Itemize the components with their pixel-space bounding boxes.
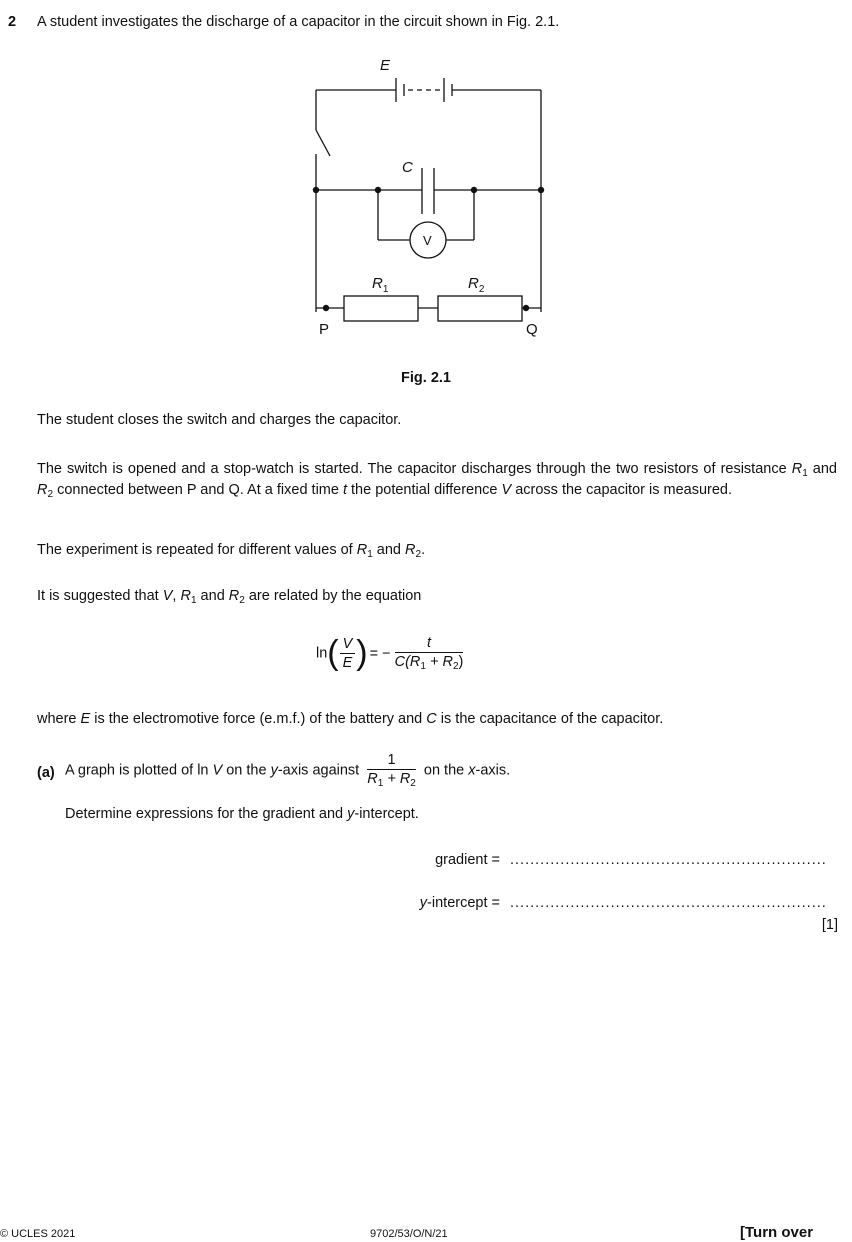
paragraph-charge: The student closes the switch and charges the capacitor. (37, 412, 402, 428)
resistor-r2 (438, 296, 522, 321)
paragraph-repeat: The experiment is repeated for different values of $R_1$ and $R_2$. (37, 542, 426, 560)
junction-dot (313, 187, 319, 193)
capacitor-label: C (402, 159, 413, 176)
footer-turn-over: [Turn over (740, 1224, 814, 1241)
marks-allocation: [1] (821, 917, 838, 933)
question-intro: A student investigates the discharge of a capacitor in the circuit shown in Fig. 2.1. (37, 14, 560, 30)
circuit-diagram (296, 44, 566, 344)
gradient-answer-line[interactable]: ............................................................... (510, 852, 827, 868)
switch-blade (316, 130, 330, 156)
r2-label: $R_2$ (468, 275, 485, 295)
discharge-equation: ln( $\frac{V}{E}$ ) = − $\frac{t}{C(R_1 + R_2)}$ (316, 634, 464, 672)
q-label: Q (526, 321, 538, 338)
battery-label: E (380, 57, 391, 74)
intercept-label: y-intercept = (419, 895, 500, 911)
question-number: 2 (8, 14, 17, 30)
junction-dot (471, 187, 477, 193)
part-a-statement: A graph is plotted of ln V on the y-axis against $\frac{1}{R_1 + R_2}$ on the x-axis. (65, 752, 511, 789)
terminal-q-dot (523, 305, 529, 311)
paragraph-where: where E is the electromotive force (e.m.f.) of the battery and C is the capacitance of the capacitor. (37, 711, 664, 727)
intercept-answer-line[interactable]: ............................................................... (510, 895, 827, 911)
junction-dot (538, 187, 544, 193)
footer-paper-code: 9702/53/O/N/21 (370, 1228, 448, 1240)
figure-caption: Fig. 2.1 (401, 370, 451, 386)
r1-label: $R_1$ (372, 275, 389, 295)
junction-dot (375, 187, 381, 193)
paragraph-suggest: It is suggested that V, $R_1$ and $R_2$ are related by the equation (37, 588, 422, 606)
voltmeter-label: V (423, 233, 432, 248)
footer-copyright: © UCLES 2021 (0, 1228, 76, 1240)
part-a-instruction: Determine expressions for the gradient and y-intercept. (65, 806, 419, 822)
part-a-label: (a) (37, 765, 55, 781)
resistor-r1 (344, 296, 418, 321)
paragraph-discharge: The switch is opened and a stop-watch is started. The capacitor discharges through the two resistors of resistance $R_1$ and $R_2$ connected between P and Q. At a fixed time t the potential difference V across the capacitor is measured. (37, 461, 837, 500)
terminal-p-dot (323, 305, 329, 311)
gradient-label: gradient = (435, 852, 500, 868)
p-label: P (319, 321, 330, 338)
